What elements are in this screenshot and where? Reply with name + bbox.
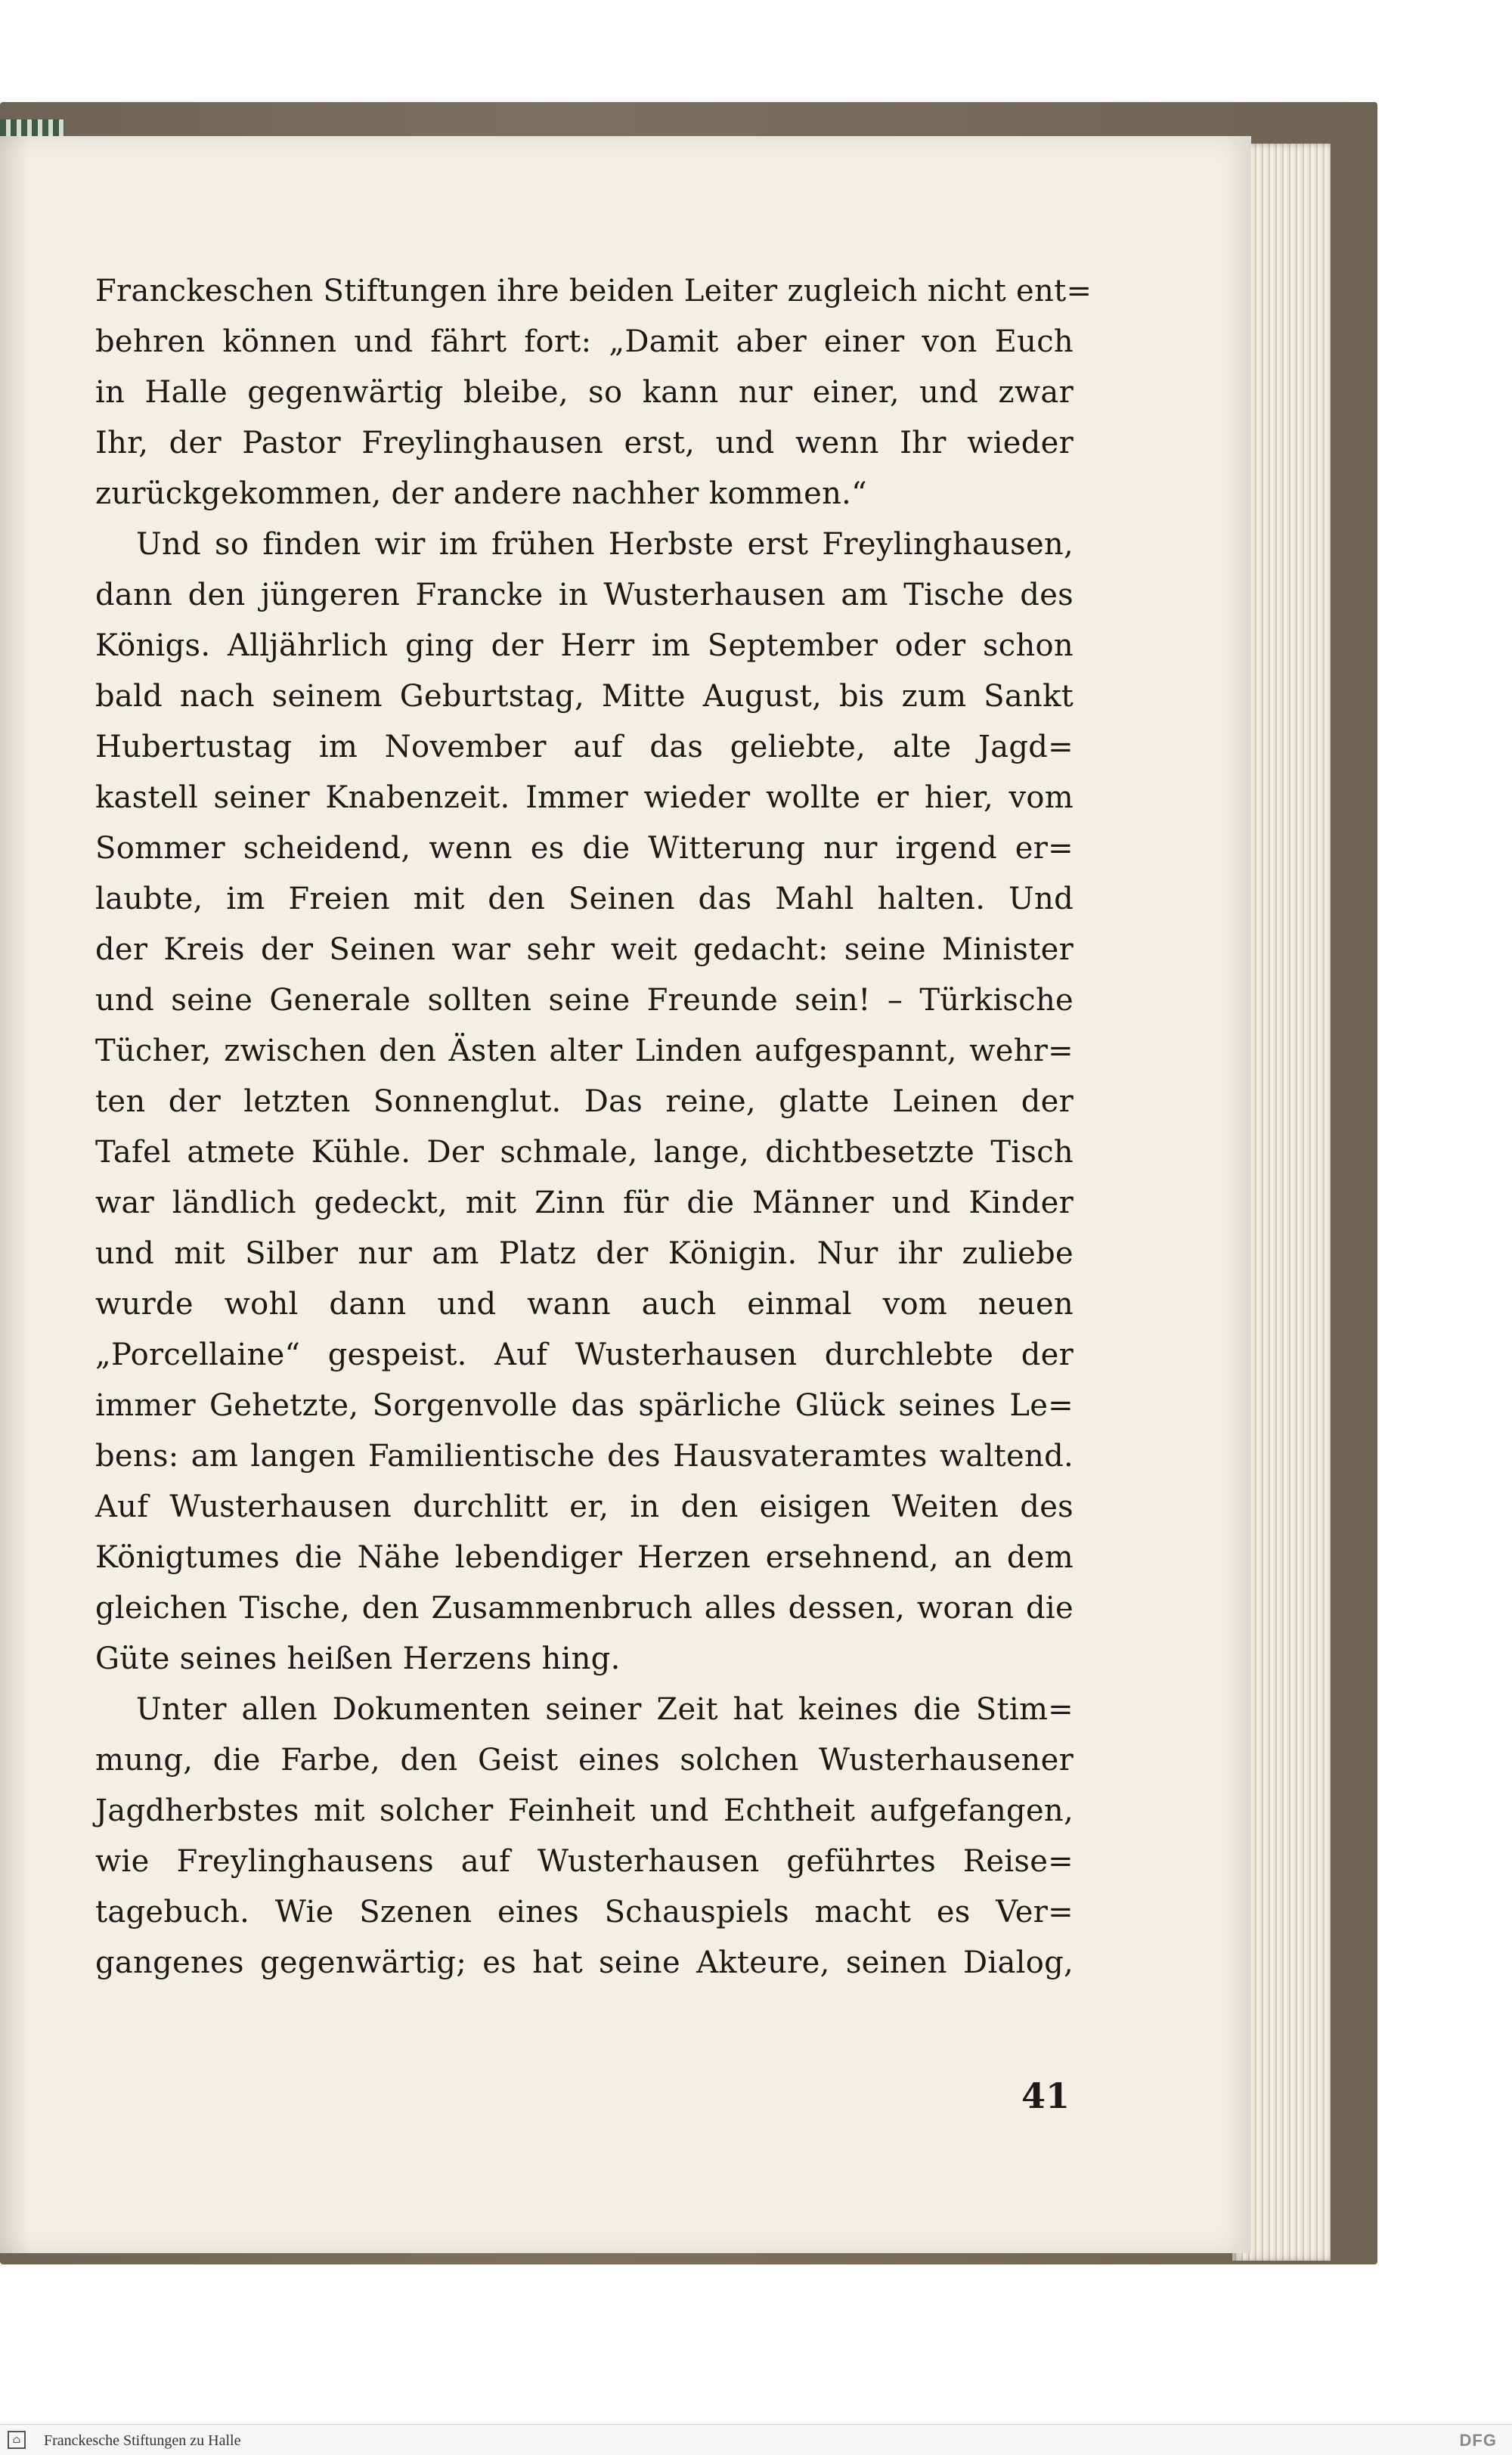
text-line: bald nach seinem Geburtstag, Mitte August, bis zum Sankt [95,679,1074,714]
text-line: laubte, im Freien mit den Seinen das Mahl halten. Und [95,882,1074,916]
text-line: kastell seiner Knabenzeit. Immer wieder wollte er hier, vom [95,780,1074,815]
spine-ribbon [0,119,64,136]
text-line: immer Gehetzte, Sorgenvolle das spärliche Glück seines Le= [95,1388,1074,1423]
text-line: der Kreis der Seinen war sehr weit gedacht: seine Minister [95,932,1074,967]
text-line: behren können und fährt fort: „Damit aber einer von Euch [95,324,1074,359]
institution-logo-icon: ⌂ [8,2431,26,2449]
text-line: Königs. Alljährlich ging der Herr im September oder schon [95,628,1074,663]
dfg-logo: DFG [1459,2431,1497,2450]
text-line: dann den jüngeren Francke in Wusterhausen am Tische des [95,578,1074,612]
text-line: gleichen Tische, den Zusammenbruch alles dessen, woran die [95,1591,1074,1626]
text-line: Unter allen Dokumenten seiner Zeit hat keines die Stim= [136,1692,1074,1727]
text-line: bens: am langen Familientische des Hausvateramtes waltend. [95,1439,1074,1474]
body-text [95,266,1092,1988]
text-line: wurde wohl dann und wann auch einmal vom neuen [95,1287,1074,1322]
text-line: Güte seines heißen Herzens hing. [95,1641,621,1676]
text-line: Hubertustag im November auf das geliebte, alte Jagd= [95,730,1074,764]
text-line: Ihr, der Pastor Freylinghausen erst, und wenn Ihr wieder [95,426,1074,460]
text-line: und mit Silber nur am Platz der Königin. Nur ihr zuliebe [95,1236,1074,1271]
text-line: zurückgekommen, der andere nachher kommen.“ [95,476,867,511]
text-line: Sommer scheidend, wenn es die Witterung nur irgend er= [95,831,1074,866]
text-line: Tücher, zwischen den Ästen alter Linden aufgespannt, wehr= [95,1034,1074,1068]
text-line: ten der letzten Sonnenglut. Das reine, glatte Leinen der [95,1084,1074,1119]
text-line: tagebuch. Wie Szenen eines Schauspiels macht es Ver= [95,1895,1074,1930]
text-line: mung, die Farbe, den Geist eines solchen Wusterhausener [95,1743,1074,1778]
text-line: Königtumes die Nähe lebendiger Herzen ersehnend, an dem [95,1540,1074,1575]
text-line: in Halle gegenwärtig bleibe, so kann nur einer, und zwar [95,375,1074,410]
text-line: Jagdherbstes mit solcher Feinheit und Echtheit aufgefangen, [95,1793,1074,1828]
text-line: Und so finden wir im frühen Herbste erst Freylinghausen, [136,527,1074,562]
text-line: und seine Generale sollten seine Freunde sein! – Türkische [95,983,1074,1018]
text-line: gangenes gegenwärtig; es hat seine Akteure, seinen Dialog, [95,1945,1074,1980]
text-line: war ländlich gedeckt, mit Zinn für die Männer und Kinder [95,1186,1074,1220]
footer-bar [0,2424,1512,2455]
text-line: „Porcellaine“ gespeist. Auf Wusterhausen durchlebte der [95,1338,1074,1372]
gutter-shadow [0,136,30,2253]
page-number: 41 [1021,2075,1070,2116]
text-line: Tafel atmete Kühle. Der schmale, lange, dichtbesetzte Tisch [95,1135,1074,1170]
institution-name[interactable]: Franckesche Stiftungen zu Halle [44,2432,241,2449]
text-line: Franckeschen Stiftungen ihre beiden Leiter zugleich nicht ent= [95,274,1092,308]
text-line: Auf Wusterhausen durchlitt er, in den eisigen Weiten des [95,1489,1074,1524]
text-line: wie Freylinghausens auf Wusterhausen geführtes Reise= [95,1844,1074,1879]
